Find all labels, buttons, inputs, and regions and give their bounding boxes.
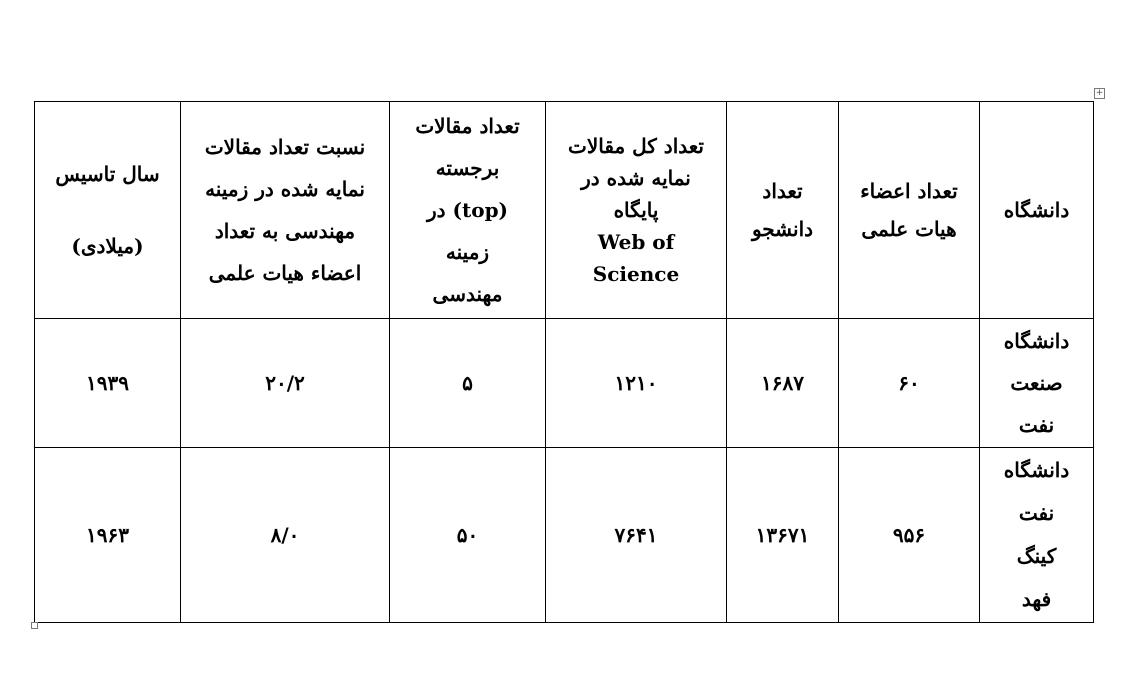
header-students-line: تعداد: [762, 179, 803, 203]
header-top-articles: [390, 102, 546, 319]
cell-founded: ۱۹۶۳: [35, 448, 181, 623]
header-faculty-line: هیات علمی: [861, 217, 957, 241]
cell-top-articles: ۵: [390, 319, 546, 448]
university-line: نفت: [1018, 501, 1055, 525]
university-line: دانشگاه: [1003, 458, 1070, 482]
table-resize-handle-icon[interactable]: [31, 622, 38, 629]
header-faculty: [839, 102, 980, 319]
cell-founded: ۱۹۳۹: [35, 319, 181, 448]
table-row: [35, 319, 1094, 448]
header-top-articles-line: (top) در: [426, 198, 509, 222]
header-university-line: دانشگاه: [1003, 198, 1070, 222]
table-move-handle-icon[interactable]: +: [1095, 88, 1104, 98]
header-top-articles-line: تعداد مقالات: [415, 114, 520, 138]
universities-table: [34, 101, 1094, 623]
table-row: [35, 448, 1094, 623]
university-line: نفت: [1018, 413, 1055, 437]
header-total-articles-line: پایگاه: [613, 198, 659, 222]
cell-total-articles: ۱۲۱۰: [546, 319, 727, 448]
cell-ratio: ۲۰/۲: [181, 319, 390, 448]
header-university: [980, 102, 1094, 319]
cell-students: ۱۳۶۷۱: [727, 448, 839, 623]
header-total-articles-line: Web of: [597, 230, 675, 254]
header-total-articles-line: تعداد کل مقالات: [568, 134, 704, 158]
university-line: کینگ: [1016, 544, 1057, 568]
header-top-articles-line: مهندسی: [432, 282, 503, 306]
header-founded-line: سال تاسیس: [55, 162, 160, 186]
header-ratio-line: مهندسی به تعداد: [214, 219, 356, 243]
header-total-articles-line: Science: [592, 262, 680, 286]
cell-students: ۱۶۸۷: [727, 319, 839, 448]
header-ratio-line: نسبت تعداد مقالات: [204, 135, 366, 159]
university-line: فهد: [1021, 587, 1052, 611]
header-total-articles-line: نمایه شده در: [581, 166, 691, 190]
header-top-articles-line: زمینه: [445, 240, 490, 264]
cell-university: [980, 319, 1094, 448]
header-faculty-line: تعداد اعضاء: [860, 179, 958, 203]
header-ratio-line: نمایه شده در زمینه: [205, 177, 365, 201]
cell-total-articles: ۷۶۴۱: [546, 448, 727, 623]
header-ratio-line: اعضاء هیات علمی: [208, 261, 362, 285]
cell-faculty: ۶۰: [839, 319, 980, 448]
header-founded: [35, 102, 181, 319]
header-students-line: دانشجو: [751, 217, 814, 241]
cell-top-articles: ۵۰: [390, 448, 546, 623]
cell-university: [980, 448, 1094, 623]
university-line: دانشگاه: [1003, 329, 1070, 353]
cell-ratio: ۸/۰: [181, 448, 390, 623]
header-top-articles-line: برجسته: [435, 156, 500, 180]
header-ratio: [181, 102, 390, 319]
header-total-articles: [546, 102, 727, 319]
university-line: صنعت: [1010, 371, 1063, 395]
cell-faculty: ۹۵۶: [839, 448, 980, 623]
header-founded-line: (میلادی): [71, 234, 144, 258]
header-students: [727, 102, 839, 319]
header-row: [35, 102, 1094, 319]
